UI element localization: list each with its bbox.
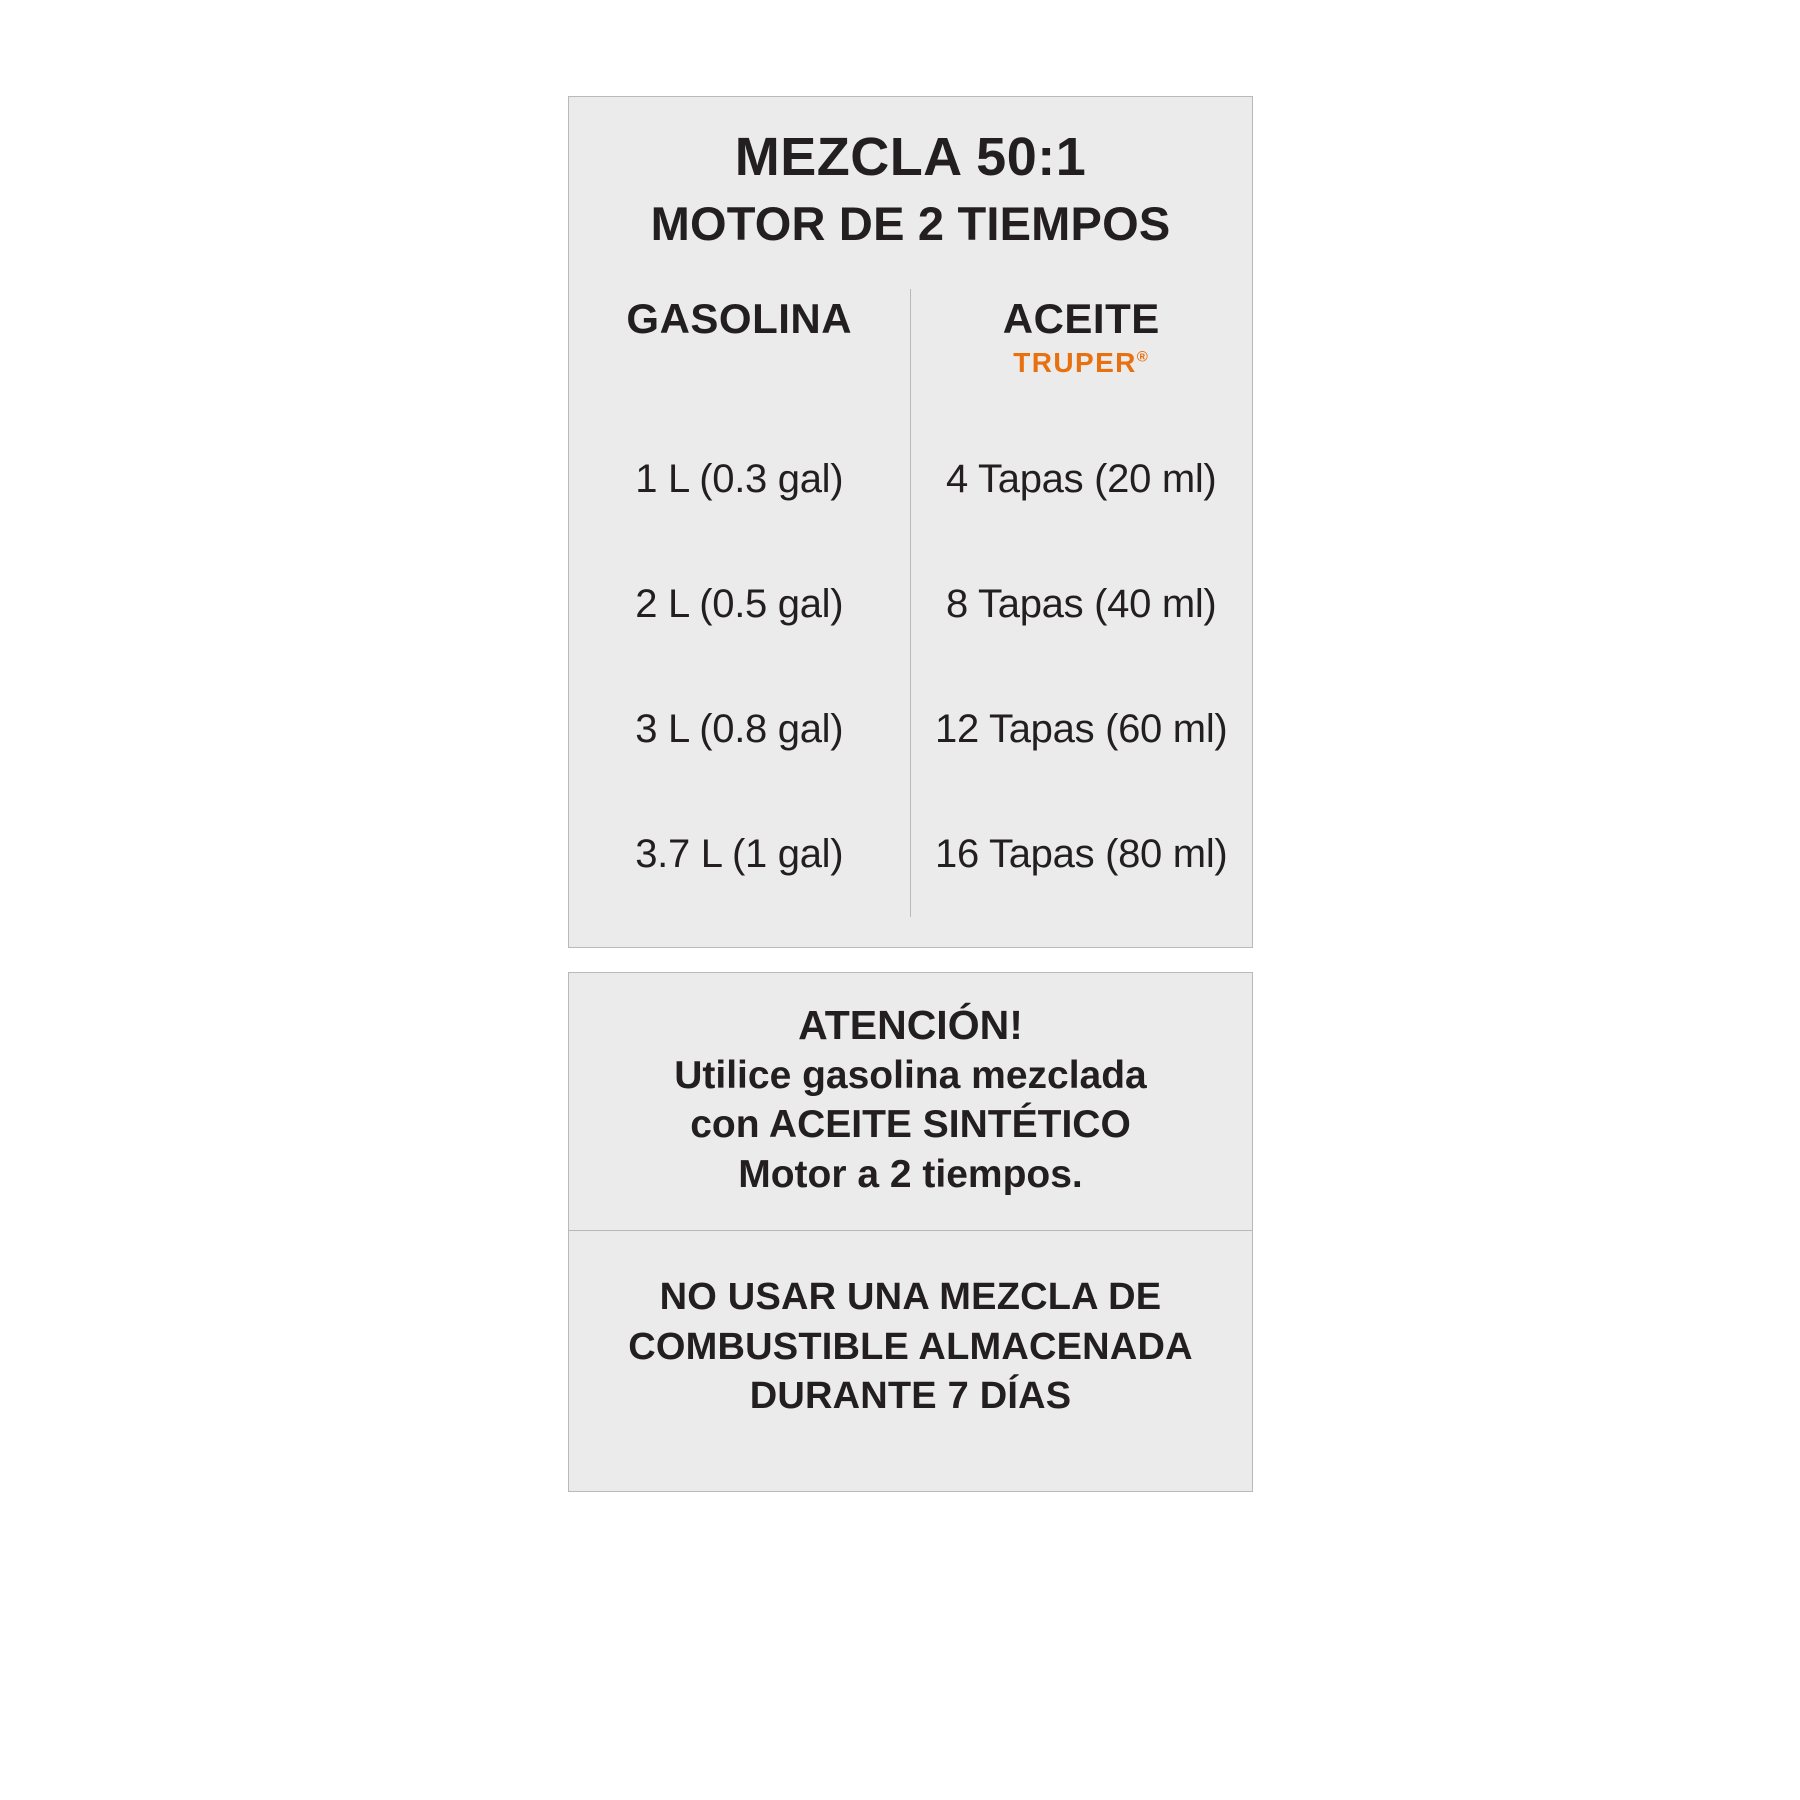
- storage-warning-line: DURANTE 7 DÍAS: [749, 1375, 1072, 1418]
- truper-brand-text: TRUPER: [1013, 347, 1137, 379]
- storage-warning-line: COMBUSTIBLE ALMACENADA: [628, 1325, 1193, 1368]
- registered-trademark-icon: ®: [1136, 349, 1150, 367]
- attention-line: Motor a 2 tiempos.: [738, 1153, 1083, 1197]
- table-row: 12 Tapas (60 ml): [935, 707, 1228, 752]
- mix-table: [569, 289, 1252, 917]
- storage-warning-line: NO USAR UNA MEZCLA DE: [659, 1276, 1162, 1319]
- truper-brand-label: [1013, 347, 1149, 379]
- table-row: 8 Tapas (40 ml): [946, 582, 1217, 627]
- oil-column-header: [911, 289, 1253, 417]
- page-title: MEZCLA 50:1: [734, 127, 1087, 187]
- gasoline-column: [569, 289, 911, 917]
- table-row: 3 L (0.8 gal): [635, 707, 844, 752]
- gasoline-header-label: GASOLINA: [626, 295, 853, 343]
- table-row: 1 L (0.3 gal): [635, 457, 844, 502]
- table-row: 3.7 L (1 gal): [635, 832, 844, 877]
- mix-ratio-panel: [568, 96, 1253, 948]
- storage-warning-panel: [568, 1230, 1253, 1492]
- attention-heading: ATENCIÓN!: [798, 1002, 1023, 1049]
- gasoline-column-header: [569, 289, 910, 417]
- oil-header-label: ACEITE: [1002, 295, 1160, 343]
- table-row: 16 Tapas (80 ml): [935, 832, 1228, 877]
- attention-panel: [568, 972, 1253, 1231]
- attention-line: con ACEITE SINTÉTICO: [690, 1103, 1131, 1147]
- attention-line: Utilice gasolina mezclada: [674, 1053, 1147, 1097]
- mix-label: [568, 96, 1253, 1492]
- page-subtitle: MOTOR DE 2 TIEMPOS: [650, 196, 1171, 250]
- table-row: 4 Tapas (20 ml): [946, 457, 1217, 502]
- oil-column: [911, 289, 1253, 917]
- table-row: 2 L (0.5 gal): [635, 582, 844, 627]
